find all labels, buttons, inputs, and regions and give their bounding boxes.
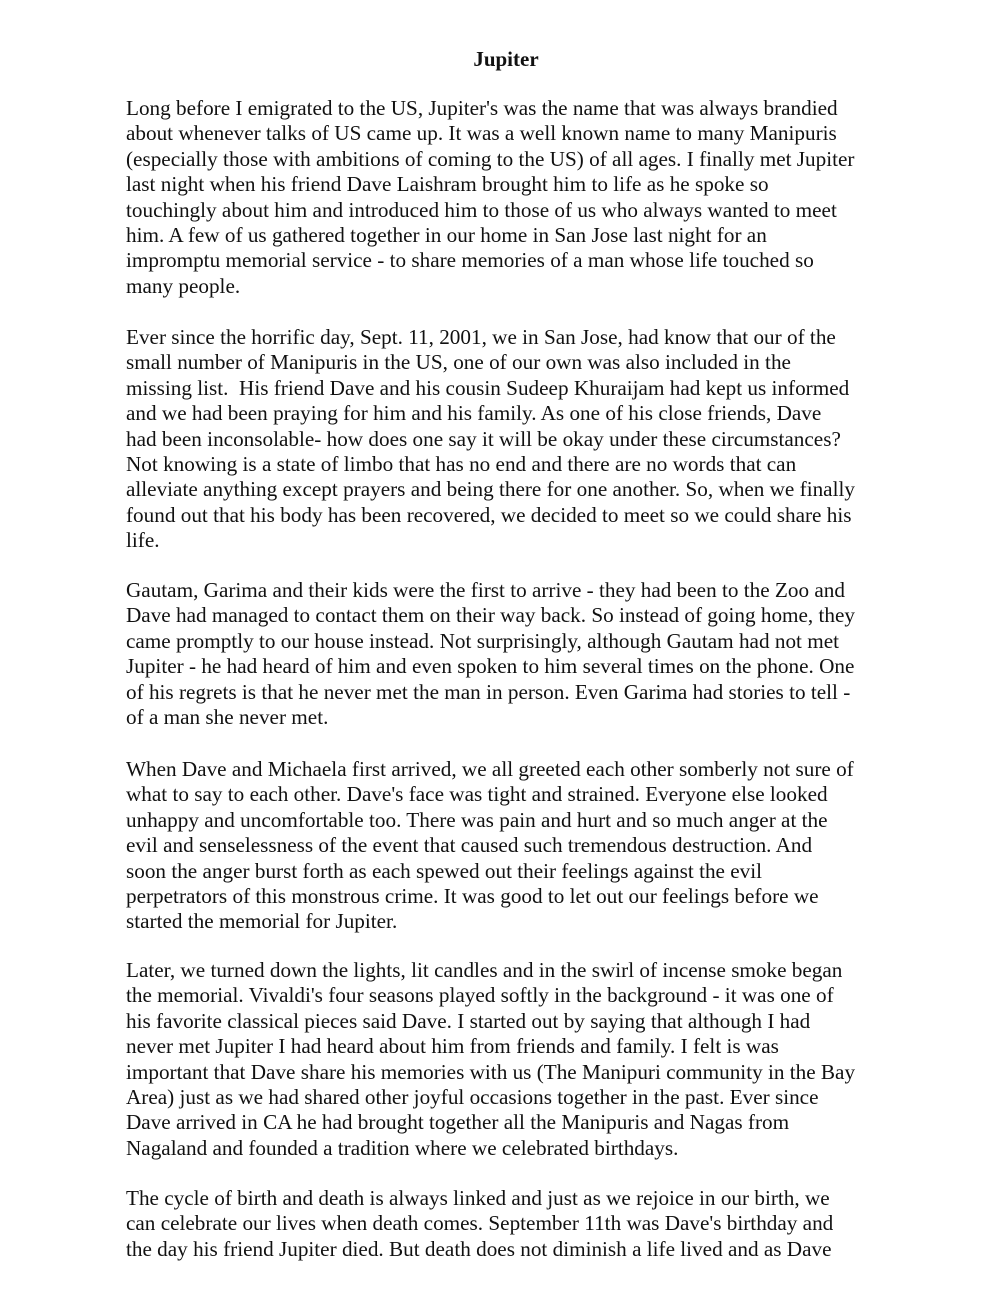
paragraph-6 bbox=[126, 1186, 896, 1262]
text-line: him. A few of us gathered together in our home in San Jose last night for an bbox=[126, 223, 767, 248]
paragraph-5 bbox=[126, 958, 896, 1161]
text-line: never met Jupiter I had heard about him from friends and family. I felt is was bbox=[126, 1034, 779, 1059]
paragraph-3 bbox=[126, 578, 896, 730]
text-line: impromptu memorial service - to share memories of a man whose life touched so bbox=[126, 248, 814, 273]
text-line: about whenever talks of US came up. It was a well known name to many Manipuris bbox=[126, 121, 837, 146]
text-line: Not knowing is a state of limbo that has no end and there are no words that can bbox=[126, 452, 797, 477]
text-line: Long before I emigrated to the US, Jupiter's was the name that was always brandied bbox=[126, 96, 838, 120]
text-line: had been inconsolable- how does one say it will be okay under these circumstances? bbox=[126, 426, 841, 451]
document-title: Jupiter bbox=[473, 47, 539, 71]
text-line: missing list. His friend Dave and his cousin Sudeep Khuraijam had kept us informed bbox=[126, 375, 850, 400]
text-line: of a man she never met. bbox=[126, 705, 329, 730]
text-line: life. bbox=[126, 528, 160, 553]
text-line: Ever since the horrific day, Sept. 11, 2001, we in San Jose, had know that our of the bbox=[126, 325, 836, 349]
text-line: evil and senselessness of the event that caused such tremendous destruction. And bbox=[126, 833, 813, 858]
text-line: alleviate anything except prayers and being there for one another. So, when we finally bbox=[126, 477, 855, 502]
text-line: and we had been praying for him and his family. As one of his close friends, Dave bbox=[126, 401, 822, 426]
text-line: Dave had managed to contact them on their way back. So instead of going home, they bbox=[126, 603, 855, 628]
text-line: touchingly about him and introduced him to those of us who always wanted to meet bbox=[126, 197, 837, 222]
paragraph-1 bbox=[126, 96, 896, 299]
text-line: Gautam, Garima and their kids were the first to arrive - they had been to the Zoo and bbox=[126, 578, 845, 602]
text-line: When Dave and Michaela first arrived, we all greeted each other somberly not sure of bbox=[126, 757, 854, 781]
text-line: last night when his friend Dave Laishram brought him to life as he spoke so bbox=[126, 172, 769, 197]
text-line: The cycle of birth and death is always linked and just as we rejoice in our birth, we bbox=[126, 1186, 830, 1210]
text-line: soon the anger burst forth as each spewed out their feelings against the evil bbox=[126, 858, 763, 883]
text-line: perpetrators of this monstrous crime. It was good to let out our feelings before we bbox=[126, 884, 819, 909]
text-line: of his regrets is that he never met the man in person. Even Garima had stories to tell - bbox=[126, 679, 851, 704]
text-line: Area) just as we had shared other joyful occasions together in the past. Ever since bbox=[126, 1085, 819, 1110]
text-line: Later, we turned down the lights, lit candles and in the swirl of incense smoke began bbox=[126, 958, 843, 982]
paragraph-2 bbox=[126, 325, 896, 554]
text-line: can celebrate our lives when death comes. September 11th was Dave's birthday and bbox=[126, 1211, 834, 1236]
text-line: what to say to each other. Dave's face was tight and strained. Everyone else looked bbox=[126, 782, 828, 807]
text-line: Dave arrived in CA he had brought together all the Manipuris and Nagas from bbox=[126, 1110, 790, 1135]
text-line: important that Dave share his memories with us (The Manipuri community in the Bay bbox=[126, 1059, 856, 1084]
text-line: started the memorial for Jupiter. bbox=[126, 909, 398, 934]
text-line: came promptly to our house instead. Not surprisingly, although Gautam had not met bbox=[126, 628, 839, 653]
text-line: unhappy and uncomfortable too. There was pain and hurt and so much anger at the bbox=[126, 807, 828, 832]
text-line: the day his friend Jupiter died. But death does not diminish a life lived and as Dave bbox=[126, 1236, 832, 1261]
text-line: small number of Manipuris in the US, one of our own was also included in the bbox=[126, 350, 791, 375]
text-line: (especially those with ambitions of coming to the US) of all ages. I finally met Jupiter bbox=[126, 146, 855, 171]
text-line: his favorite classical pieces said Dave. I started out by saying that although I had bbox=[126, 1008, 811, 1033]
text-line: Jupiter - he had heard of him and even spoken to him several times on the phone. One bbox=[126, 654, 855, 679]
text-line: the memorial. Vivaldi's four seasons played softly in the background - it was one of bbox=[126, 983, 834, 1008]
paragraph-4 bbox=[126, 757, 896, 935]
text-line: many people. bbox=[126, 273, 241, 298]
text-line: Nagaland and founded a tradition where we celebrated birthdays. bbox=[126, 1135, 679, 1160]
text-line: found out that his body has been recovered, we decided to meet so we could share his bbox=[126, 502, 852, 527]
